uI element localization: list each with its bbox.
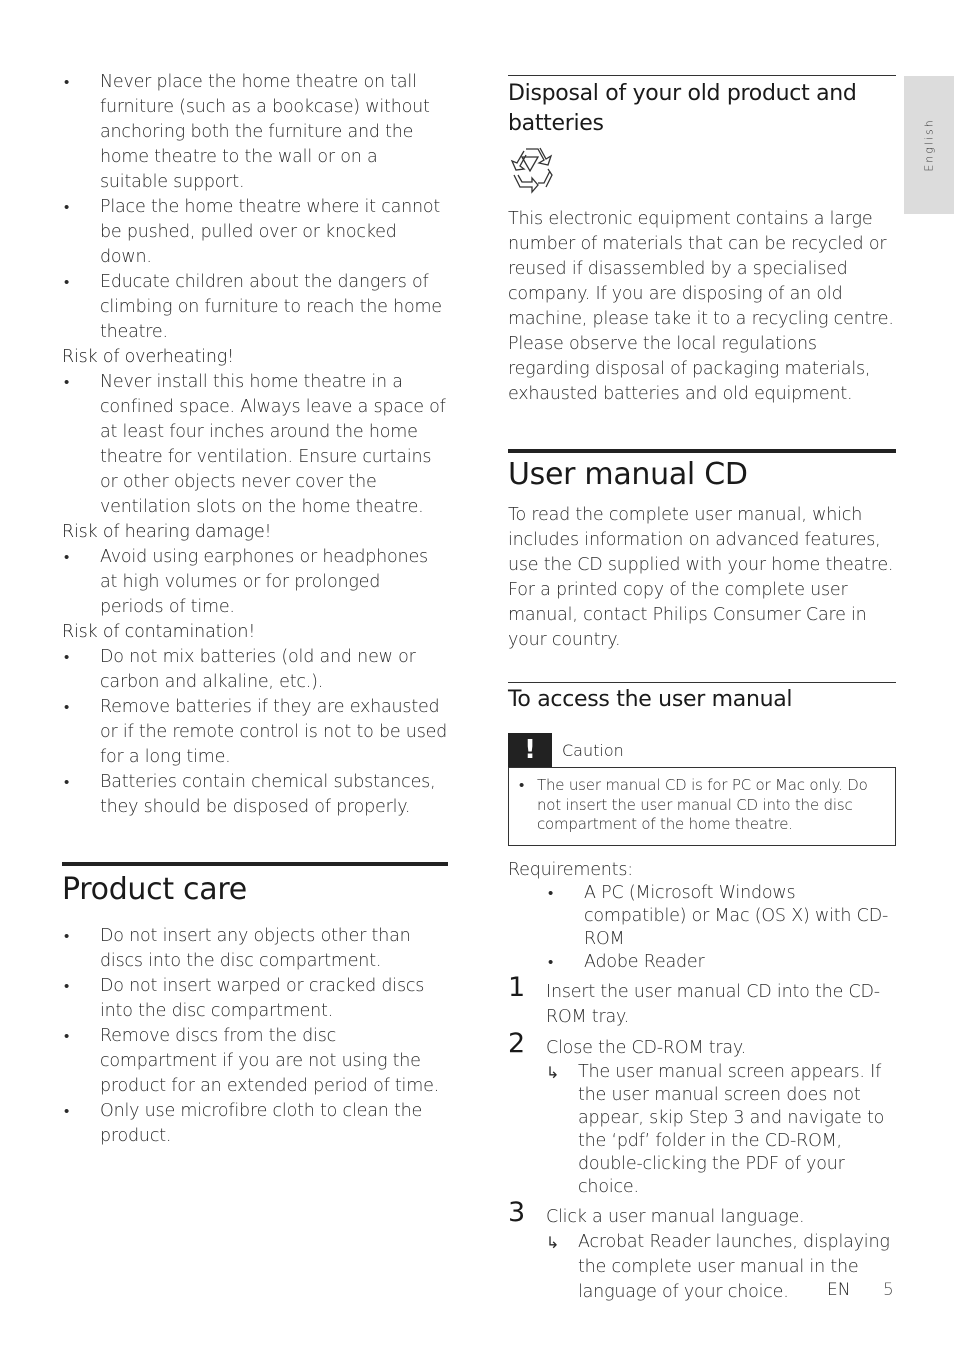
list-item: • Only use microfibre cloth to clean the product. [62,1099,448,1149]
step-number: 2 [508,1027,525,1059]
step-item [508,1027,896,1199]
hearing-bullets [62,545,448,620]
list-item: • Never install this home theatre in a confined space. Always leave a space of at least four inches around the home theatre for ventilation. Ensure curtains or other objects never cover the ventilation slots on the home theatre. [62,370,448,520]
list-item: • Remove batteries if they are exhausted or if the remote control is not to be used for a long time. [62,695,448,770]
list-item: • Do not mix batteries (old and new or carbon and alkaline, etc.). [62,645,448,695]
result-text: Acrobat Reader launches, displaying the complete user manual in the language of your choice. [578,1231,890,1302]
disposal-text: This electronic equipment contains a large number of materials that can be recycled or reused if disassembled by a specialised company. If you are disposing of an old machine, please take it to a recycling centre. Please observe the local regulations regarding disposal of packaging materials, exhausted batteries and old equipment. [508,209,894,404]
list-item: • Batteries contain chemical substances, they should be disposed of properly. [62,770,448,820]
list-item: • Adobe Reader [546,951,896,974]
recycle-icon [508,145,556,197]
step-number: 3 [508,1196,525,1228]
page-number: 5 [883,1280,894,1300]
caution-box [508,767,896,846]
access-manual-title: To access the user manual [508,687,793,712]
caution-header [508,733,896,767]
risk-overheating-heading: Risk of overheating! [62,347,234,367]
list-item: • Do not insert warped or cracked discs into the disc compartment. [62,974,448,1024]
list-item: • Never place the home theatre on tall furniture (such as a bookcase) without anchoring both the furniture and the home theatre to the wall or on a suitable support. [62,70,448,195]
list-item: • Remove discs from the disc compartment if you are not using the product for an extended period of time. [62,1024,448,1099]
step-text: Close the CD-ROM tray. [546,1037,746,1058]
list-item: • A PC (Microsoft Windows compatible) or Mac (OS X) with CD-ROM [546,882,896,951]
step-text: Click a user manual language. [546,1206,805,1227]
requirements-label: Requirements: [508,859,633,880]
caution-label: Caution [562,740,624,760]
list-item: • Do not insert any objects other than discs into the disc compartment. [62,924,448,974]
right-column [508,75,896,1305]
product-care-title: Product care [62,872,247,907]
safety-bullets-top [62,70,448,345]
section-divider [508,449,896,453]
contamination-bullets [62,645,448,820]
user-manual-cd-text: To read the complete user manual, which includes information on advanced features, use the CD supplied with your home theatre. For a printed copy of the complete user manual, contact Philips Consumer Care in your country. [508,505,894,650]
disposal-title: Disposal of your old product and batteries [508,81,857,136]
product-care-bullets [62,924,448,1149]
language-tab-label: English [922,118,936,172]
steps-list [508,971,896,1305]
list-item: • Educate children about the dangers of climbing on furniture to reach the home theatre. [62,270,448,345]
caution-item: • The user manual CD is for PC or Mac only. Do not insert the user manual CD into the disc compartment of the home theatre. [519,776,885,835]
list-item: • Place the home theatre where it cannot be pushed, pulled over or knocked down. [62,195,448,270]
footer-lang: EN [827,1280,851,1300]
list-item: • Avoid using earphones or headphones at high volumes or for prolonged periods of time. [62,545,448,620]
step-item [508,971,896,1030]
language-tab [904,76,954,214]
result-arrow-icon: ↳ [546,1062,560,1082]
step-text: Insert the user manual CD into the CD-ROM tray. [546,981,880,1027]
user-manual-cd-title: User manual CD [508,457,748,492]
step-result [546,1061,896,1199]
result-text: The user manual screen appears. If the user manual screen does not appear, skip Step 3 and navigate to the ‘pdf’ folder in the CD-ROM, double-clicking the PDF of your choice. [578,1061,885,1197]
warning-icon: ! [508,733,552,767]
section-divider [62,862,448,866]
overheating-bullets [62,370,448,520]
step-number: 1 [508,971,525,1003]
result-arrow-icon: ↳ [546,1232,560,1252]
requirements-list [546,882,896,974]
risk-contamination-heading: Risk of contamination! [62,622,256,642]
section-divider [508,682,896,683]
risk-hearing-heading: Risk of hearing damage! [62,522,272,542]
left-column [62,70,448,1149]
section-divider [508,75,896,76]
